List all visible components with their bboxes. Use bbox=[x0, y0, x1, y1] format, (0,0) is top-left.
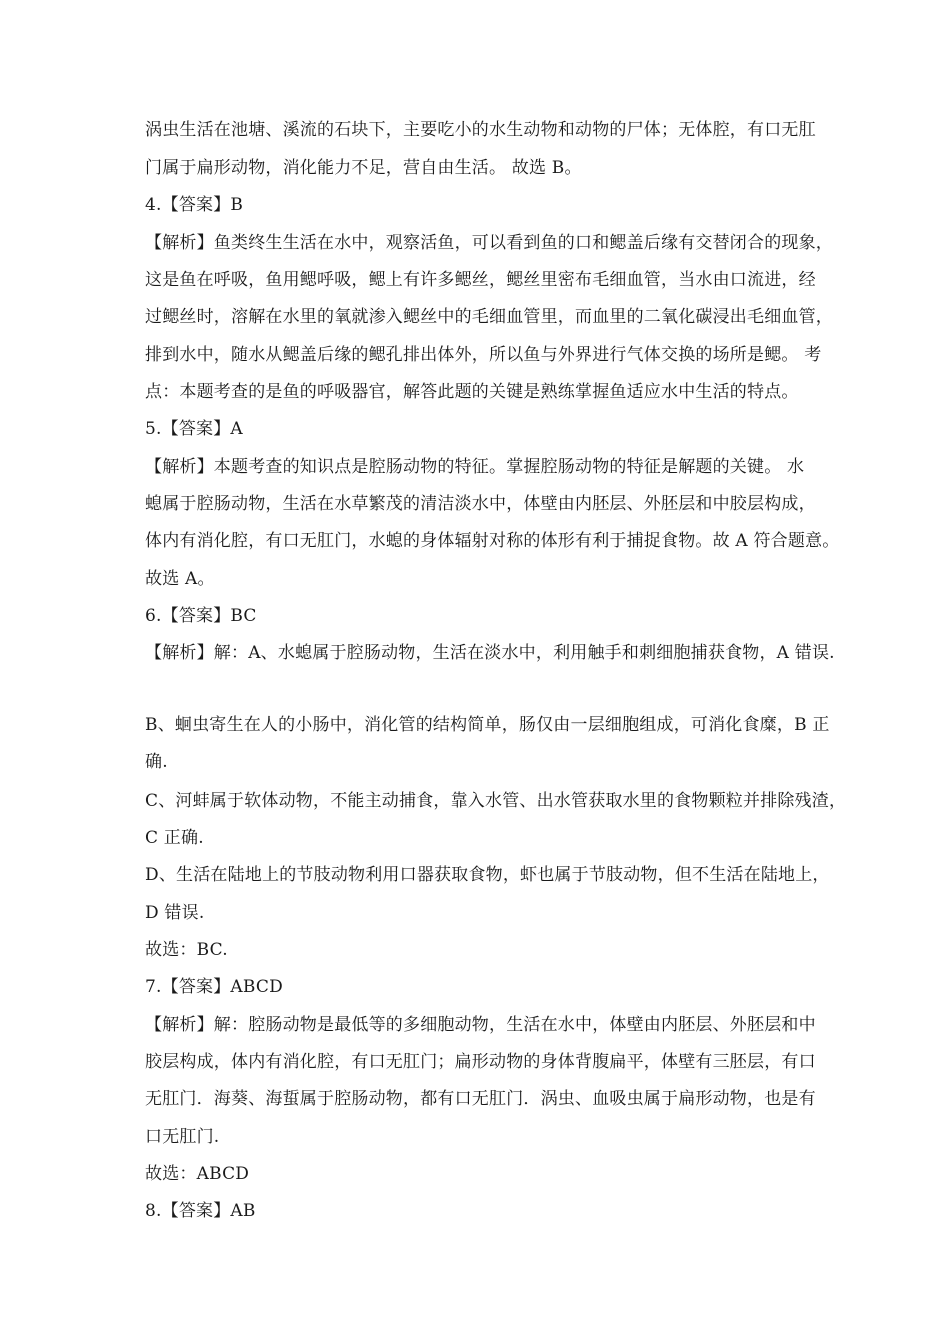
text-line: 【解析】解：腔肠动物是最低等的多细胞动物，生活在水中，体壁由内胚层、外胚层和中 bbox=[145, 1015, 816, 1035]
text-line: 体内有消化腔，有口无肛门，水螅的身体辐射对称的体形有利于捕捉食物。故 A 符合题意。 bbox=[145, 531, 840, 551]
text-line: 点：本题考查的是鱼的呼吸器官，解答此题的关键是熟练掌握鱼适应水中生活的特点。 bbox=[145, 382, 799, 402]
answer-heading-5: 5.【答案】A bbox=[145, 419, 243, 439]
text-line: 这是鱼在呼吸，鱼用鳃呼吸，鳃上有许多鳃丝，鳃丝里密布毛细血管，当水由口流进，经 bbox=[145, 270, 816, 290]
text-line: 无肛门．海葵、海蜇属于腔肠动物，都有口无肛门．涡虫、血吸虫属于扁形动物，也是有 bbox=[145, 1089, 816, 1109]
text-line: 故选：BC. bbox=[145, 940, 228, 960]
text-line: C 正确. bbox=[145, 828, 204, 848]
text-line: 过鳃丝时，溶解在水里的氧就渗入鳃丝中的毛细血管里，而血里的二氧化碳浸出毛细血管， bbox=[145, 307, 833, 327]
text-line: C、河蚌属于软体动物，不能主动捕食，靠入水管、出水管获取水里的食物颗粒并排除残渣， bbox=[145, 791, 847, 811]
text-line: D 错误. bbox=[145, 903, 205, 923]
text-line: 【解析】鱼类终生生活在水中，观察活鱼，可以看到鱼的口和鳃盖后缘有交替闭合的现象， bbox=[145, 233, 833, 253]
text-line: 胶层构成，体内有消化腔，有口无肛门；扁形动物的身体背腹扁平，体壁有三胚层，有口 bbox=[145, 1052, 816, 1072]
text-line: 涡虫生活在池塘、溪流的石块下，主要吃小的水生动物和动物的尸体；无体腔，有口无肛 bbox=[145, 120, 816, 140]
text-line: 门属于扁形动物，消化能力不足，营自由生活。 故选 B。 bbox=[145, 158, 582, 178]
text-line: 【解析】解：A、水螅属于腔肠动物，生活在淡水中，利用触手和刺细胞捕获食物，A 错误. bbox=[145, 643, 835, 663]
text-line: 螅属于腔肠动物，生活在水草繁茂的清洁淡水中，体壁由内胚层、外胚层和中胶层构成， bbox=[145, 494, 816, 514]
text-line: 故选 A。 bbox=[145, 569, 215, 589]
text-line: 确. bbox=[145, 752, 168, 772]
answer-heading-7: 7.【答案】ABCD bbox=[145, 977, 283, 997]
answer-heading-6: 6.【答案】BC bbox=[145, 606, 257, 626]
text-line: 排到水中，随水从鳃盖后缘的鳃孔排出体外，所以鱼与外界进行气体交换的场所是鳃。 考 bbox=[145, 345, 822, 365]
answer-heading-8: 8.【答案】AB bbox=[145, 1201, 256, 1221]
text-line: 故选：ABCD bbox=[145, 1164, 250, 1184]
text-line: B、蛔虫寄生在人的小肠中，消化管的结构简单，肠仅由一层细胞组成，可消化食糜，B 正 bbox=[145, 715, 830, 735]
answer-heading-4: 4.【答案】B bbox=[145, 195, 244, 215]
text-line: D、生活在陆地上的节肢动物利用口器获取食物，虾也属于节肢动物，但不生活在陆地上， bbox=[145, 865, 830, 885]
text-line: 【解析】本题考查的知识点是腔肠动物的特征。掌握腔肠动物的特征是解题的关键。 水 bbox=[145, 457, 805, 477]
text-line: 口无肛门. bbox=[145, 1127, 220, 1147]
